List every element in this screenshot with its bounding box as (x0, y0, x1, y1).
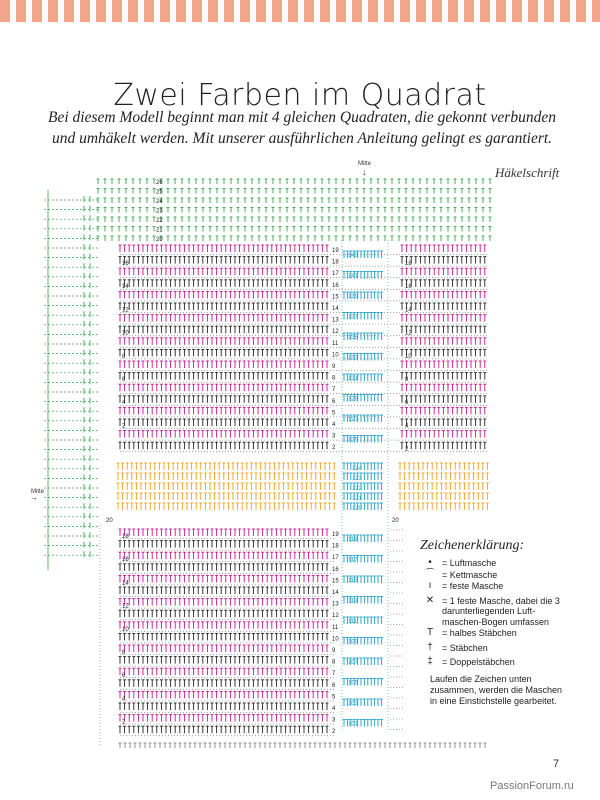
row-number: 4 (122, 400, 126, 407)
row-number: 10 (332, 352, 339, 359)
row-number: 14 (332, 590, 339, 596)
intro-line-2: und umhäkelt werden. Mit unserer ausführlichen Anleitung gelingt es garantiert. (51, 130, 553, 147)
row-number: 12 (332, 329, 339, 336)
row-number: 6 (122, 377, 126, 383)
row-number: 14 (122, 284, 129, 291)
row-number: 11 (332, 340, 339, 347)
row-number: 14 (332, 306, 339, 312)
center-row-number: 143 (348, 253, 359, 259)
center-row-number: 129 (348, 396, 359, 403)
center-row-number: 123 (352, 476, 363, 482)
row-number: 4 (332, 422, 336, 428)
center-row-number: 137 (348, 314, 359, 321)
row-number: 9 (332, 364, 336, 370)
center-marker-left: Mitte (31, 489, 45, 495)
border-row-number: 25 (156, 189, 163, 196)
center-row-number: 121 (352, 496, 363, 502)
row-number: 8 (405, 377, 409, 383)
edge-row-number: 20 (392, 518, 399, 524)
border-row-number: 26 (156, 180, 163, 186)
row-number: 10 (405, 353, 412, 360)
border-row-number: 23 (156, 208, 163, 215)
center-row-number: 133 (348, 355, 359, 362)
row-number: 4 (405, 423, 409, 430)
center-marker-top: Mitte (358, 161, 372, 167)
row-number: 15 (332, 578, 339, 585)
row-number: 8 (332, 375, 336, 382)
border-row-number: 24 (156, 199, 163, 205)
row-number: 2 (405, 446, 409, 453)
row-number: 2 (122, 423, 126, 430)
center-row-number: 131 (348, 376, 359, 382)
center-row-number: 124 (352, 466, 363, 472)
intro-line-1: Bei diesem Modell beginnt man mit 4 gleichen Quadraten, die gekonnt verbunden (48, 109, 556, 126)
center-row-number: 139 (348, 294, 359, 300)
row-number: 14 (405, 307, 412, 314)
row-number: 5 (332, 410, 336, 417)
row-number: 8 (122, 353, 126, 360)
row-number: 16 (405, 284, 412, 291)
row-number: 2 (332, 445, 336, 452)
row-number: 13 (332, 317, 339, 324)
row-number: 16 (332, 282, 339, 289)
row-number: 6 (405, 400, 409, 407)
row-number: 17 (332, 555, 339, 562)
center-arrow-left-icon: → (30, 493, 38, 502)
row-number: 19 (332, 532, 339, 538)
row-number: 7 (332, 387, 336, 394)
row-number: 18 (332, 543, 339, 550)
border-row-number: 21 (156, 227, 163, 234)
center-arrow-top-icon: ↓ (362, 167, 367, 177)
row-number: 18 (332, 259, 339, 266)
center-row-number: 135 (348, 335, 359, 341)
chart-label: Häkelschrift (495, 165, 560, 180)
row-number: 16 (332, 566, 339, 573)
row-number: 10 (122, 330, 129, 337)
border-row-number: 20 (156, 237, 163, 243)
row-number: 18 (405, 261, 412, 267)
row-number: 16 (122, 261, 129, 267)
row-number: 12 (122, 307, 129, 314)
row-number: 3 (332, 433, 336, 440)
center-row-number: 127 (348, 417, 359, 423)
center-row-number: 125 (348, 437, 359, 444)
edge-row-number: 20 (106, 518, 113, 524)
intro-text (40, 107, 564, 149)
row-number: 12 (405, 330, 412, 337)
center-row-number: 141 (348, 273, 359, 280)
center-row-number: 120 (352, 506, 363, 512)
row-number: 19 (332, 248, 339, 254)
page-title: Zwei Farben im Quadrat (113, 78, 487, 114)
decorative-stripes (0, 0, 600, 22)
row-number: 15 (332, 294, 339, 301)
row-number: 6 (332, 398, 336, 405)
row-number: 17 (332, 271, 339, 278)
center-row-number: 122 (352, 486, 363, 492)
border-row-number: 22 (156, 218, 163, 224)
